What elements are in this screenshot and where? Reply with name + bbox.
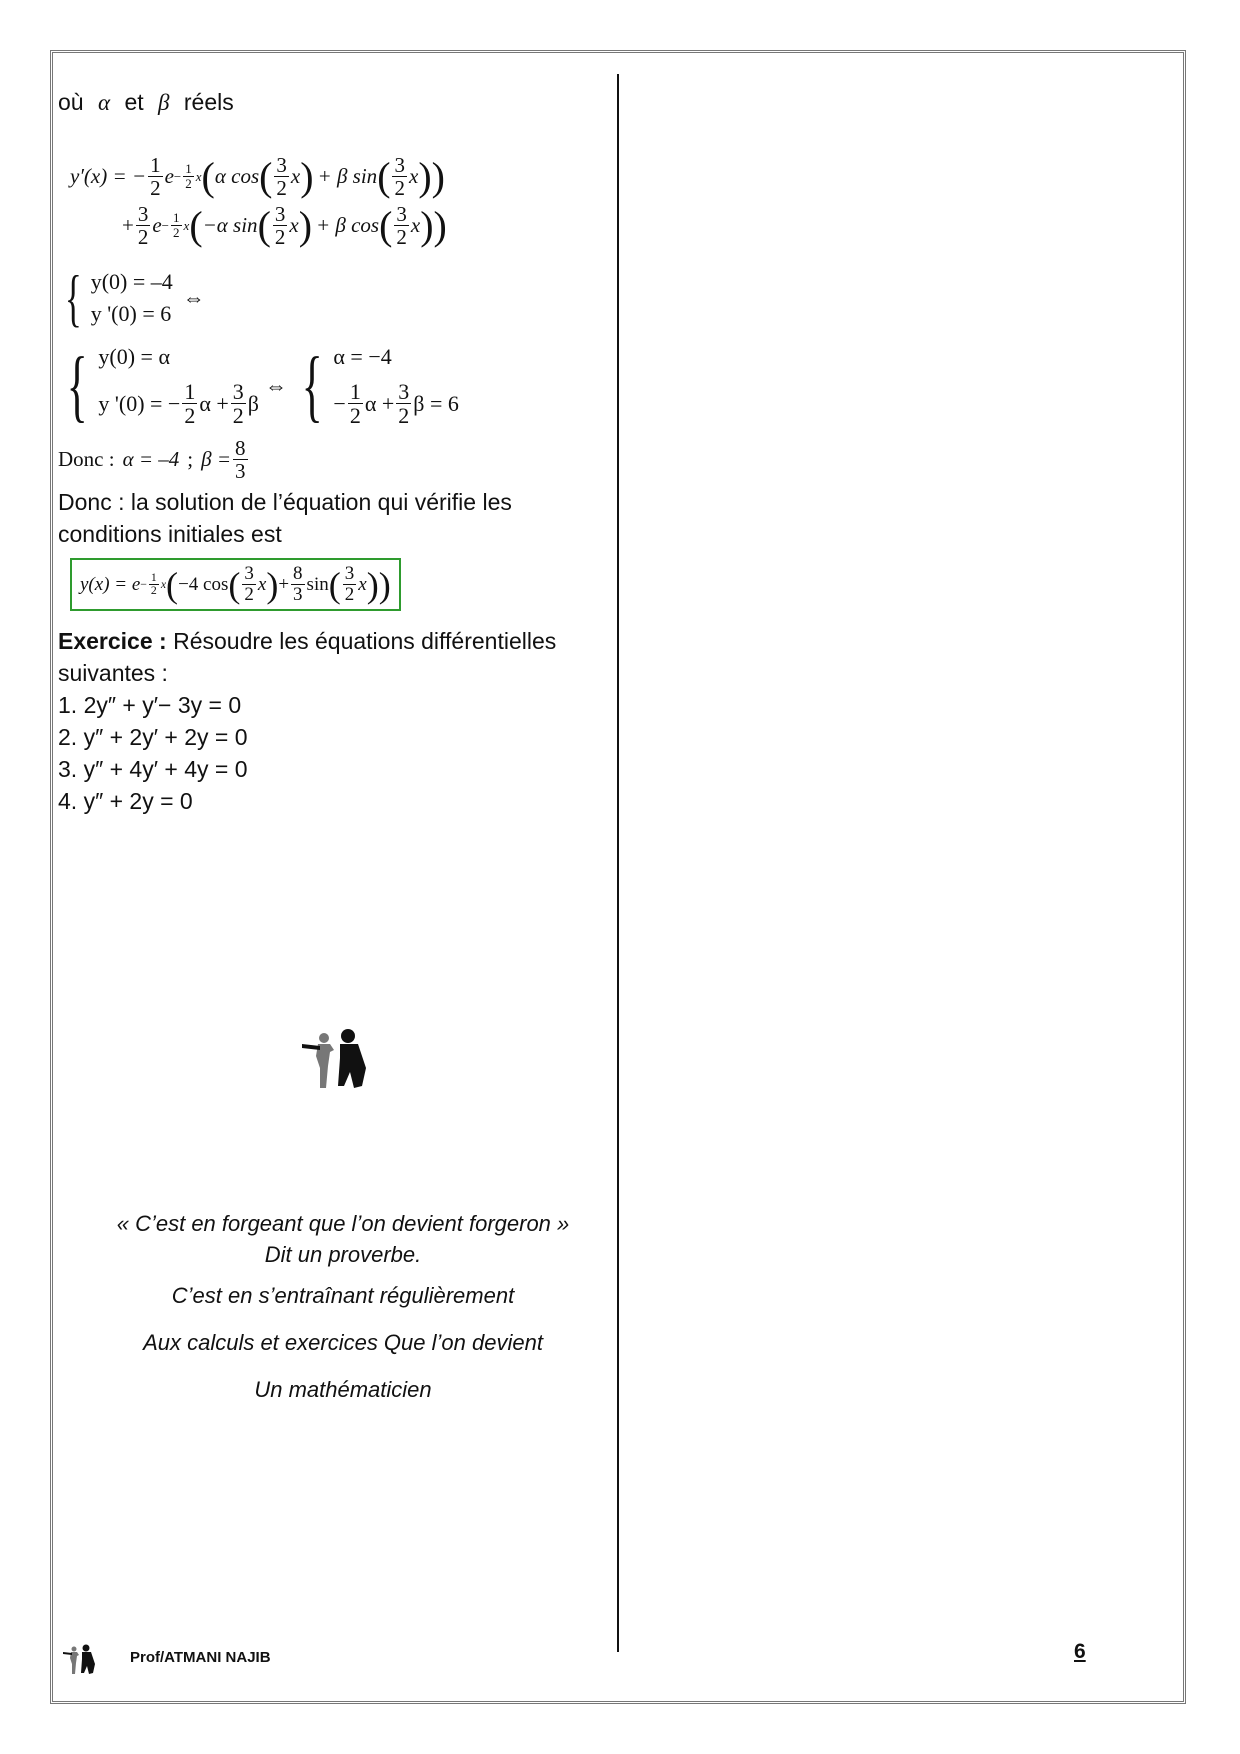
result-values: Donc : α = –4 ; β = $\frac{8}{3}$ bbox=[58, 436, 246, 484]
quote-block: « C’est en forgeant que l’on devient forgeron » Dit un proverbe. C’est en s’entraînant régulièrement Aux calculs et exercices Que l’on devient Un mathématicien bbox=[116, 1211, 570, 1402]
list-item: 4. y″ + 2y = 0 bbox=[58, 788, 193, 815]
exponent: − $\frac{1}{2}$ x bbox=[161, 210, 190, 241]
footer-author: Prof/ATMANI NAJIB bbox=[130, 1649, 271, 1666]
list-item: 2. y″ + 2y′ + 2y = 0 bbox=[58, 724, 248, 751]
exercise-block bbox=[58, 625, 603, 689]
system-solve: { y(0) = α y '(0) = − $\frac{1}{2}$ α + $\frac{3}{2}$ β ⇔ { α = −4 − $\frac{1}{2}$ α + $\frac{3}{2}$ β = 6 bbox=[66, 341, 459, 430]
solution-box: y(x) = e − $\frac{1}{2}$ x ( −4 cos ( $\frac{3}{2}$ x ) + $\frac{8}{3}$ sin ( $\frac{3}{2}$ x ) ) bbox=[70, 558, 401, 611]
exercise-text: Résoudre les équations différentielles suivantes : bbox=[58, 628, 557, 687]
system-initial-conditions: { y(0) = –4 y '(0) = 6 ⇔ bbox=[64, 262, 205, 334]
conclusion-text: Donc : la solution de l’équation qui vérifie les conditions initiales est bbox=[58, 489, 512, 548]
exercise-label: Exercice : bbox=[58, 628, 167, 655]
footer-logo-icon bbox=[62, 1642, 98, 1678]
intro-line: où α et β réels bbox=[58, 89, 234, 115]
list-item: 1. 2y″ + y′− 3y = 0 bbox=[58, 692, 242, 719]
column-divider bbox=[617, 74, 619, 1652]
page-number: 6 bbox=[1074, 1640, 1086, 1663]
exponent: − $\frac{1}{2}$ x bbox=[140, 571, 167, 598]
parent-child-silhouette-icon bbox=[300, 1028, 372, 1092]
exponent: − $\frac{1}{2}$ x bbox=[173, 161, 202, 192]
derivative-line-1: y′(x) = − $\frac{1}{2}$ e − $\frac{1}{2}$ x ( α cos ( $\frac{3}{2}$ x ) + β sin ( $\frac{3}{2}$ x ) ) bbox=[70, 153, 445, 201]
left-column bbox=[58, 86, 603, 817]
list-item: 3. y″ + 4y′ + 4y = 0 bbox=[58, 756, 248, 783]
derivative-line-2: + $\frac{3}{2}$ e − $\frac{1}{2}$ x ( −α sin ( $\frac{3}{2}$ x ) + β cos ( $\frac{3}{2}$ x ) ) bbox=[122, 202, 447, 250]
derivative-block bbox=[58, 154, 603, 248]
exercise-list bbox=[58, 689, 603, 817]
